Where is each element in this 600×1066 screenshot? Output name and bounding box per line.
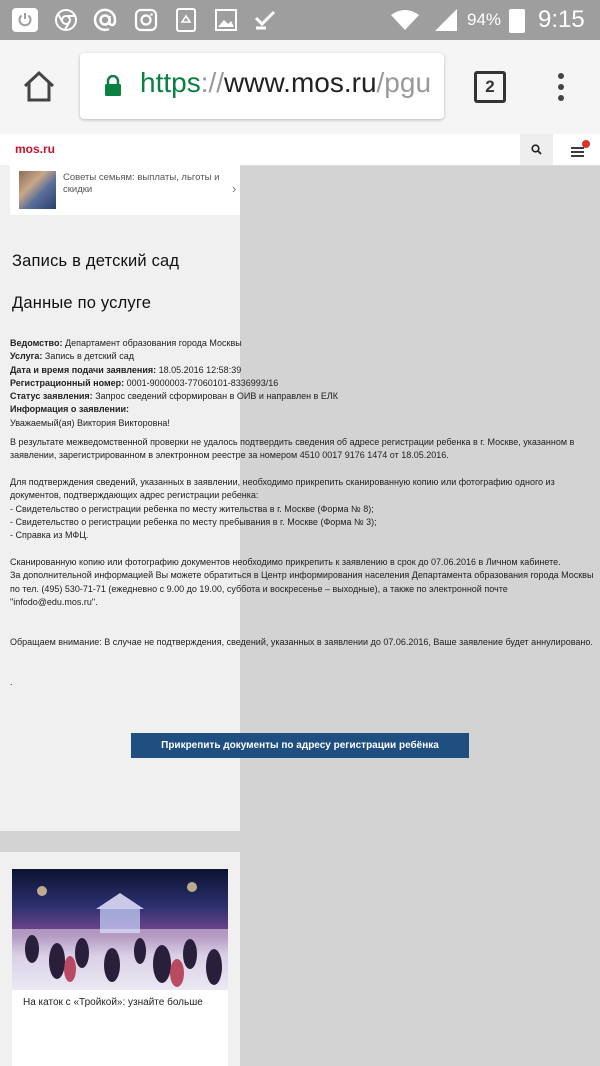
site-header: [0, 134, 600, 166]
page-title: Запись в детский сад: [12, 252, 180, 270]
address-bar[interactable]: [80, 53, 444, 119]
clock: 9:15: [538, 6, 585, 33]
section-title: Данные по услуге: [12, 294, 152, 312]
power-icon: [12, 8, 38, 32]
message-paragraph-3: Сканированную копию или фотографию документов необходимо прикрепить к заявлению в срок до 07.06.2016 в Личном кабинете. За дополнительной информацией Вы можете обратиться в Центр информирования населения Департамента образования города Москвы по тел. (495) 530-71-71 (ежедневно с 9.00 до 19.00, суббота и воскресенье – выходные), а также по электронной почте "infodo@edu.mos.ru".: [10, 557, 594, 607]
detail-status: Статус заявления: Запрос сведений сформирован в ОИВ и направлен в ЕЛК: [10, 391, 338, 402]
signal-icon: [432, 8, 460, 32]
promo-text: Советы семьям: выплаты, льготы и скидки: [63, 172, 220, 195]
promo-banner[interactable]: [10, 165, 240, 215]
chevron-right-icon: ›: [232, 181, 237, 196]
message-paragraph-2: Для подтверждения сведений, указанных в заявлении, необходимо прикрепить сканированную копию или фотографию одного из документов, подтверждающих адрес регистрации ребенка: - Свидетельство о регистрации ребенка по месту жительства в г. Москве (Форма № 8); - Свидетельство о регистрации ребенка по месту пребывания в г. Москве (Форма № 3); - Справка из МФЦ.: [10, 477, 555, 541]
promo-thumbnail: [19, 171, 56, 209]
detail-greeting: Уважаемый(ая) Виктория Викторовна!: [10, 417, 170, 428]
tab-switcher-button[interactable]: 2: [474, 71, 506, 103]
service-details: [10, 337, 595, 430]
url-separator: ://: [200, 67, 225, 98]
url-text: [140, 67, 431, 99]
chrome-icon: [53, 8, 79, 32]
detail-date: Дата и время подачи заявления: 18.05.2016 12:58:39: [10, 364, 242, 375]
url-host: www.mos.ru: [224, 67, 377, 98]
search-icon: [531, 144, 542, 155]
gallery-icon: [213, 8, 239, 32]
at-icon: [92, 8, 118, 32]
home-icon[interactable]: [22, 70, 56, 107]
hamburger-icon: [563, 139, 593, 163]
recycle-icon: [173, 8, 199, 32]
message-dot: .: [10, 677, 13, 687]
browser-toolbar: [0, 40, 600, 134]
overflow-menu-icon[interactable]: [557, 72, 565, 107]
site-logo[interactable]: mos.ru: [15, 142, 56, 156]
check-app-icon: [252, 8, 278, 32]
instagram-icon: [133, 8, 159, 32]
message-paragraph-1: В результате межведомственной проверки не удалось подтвердить сведения об адресе регистрации ребенка в г. Москве, указанном в заявлении, зарегистрированном в электронном реестре за номером 4510 0017 9176 1474 от 18.05.2016.: [10, 437, 575, 461]
message-paragraph-4: Обращаем внимание: В случае не подтверждения, сведений, указанных в заявлении до 07.06.2016, Ваше заявление будет аннулировано.: [10, 637, 593, 647]
menu-button[interactable]: [563, 139, 593, 163]
detail-department: Ведомство: Департамент образования города Москвы: [10, 338, 242, 348]
url-scheme: https: [140, 67, 201, 98]
status-bar: [0, 0, 600, 40]
url-path: /pgu: [376, 67, 432, 98]
attach-documents-button[interactable]: Прикрепить документы по адресу регистрации ребёнка: [131, 733, 469, 758]
detail-service: Услуга: Запись в детский сад: [10, 351, 134, 362]
detail-info-label: Информация о заявлении:: [10, 404, 130, 415]
lock-icon: [104, 75, 122, 102]
battery-icon: [509, 9, 525, 33]
search-button[interactable]: [520, 134, 553, 165]
detail-reg-number: Регистрационный номер: 0001-9000003-77060101-8336993/16: [10, 377, 279, 388]
wifi-icon: [390, 8, 420, 32]
battery-percent: 94%: [467, 10, 502, 29]
news-card-image[interactable]: [12, 869, 228, 990]
news-card-title: На каток с «Тройкой»: узнайте больше: [23, 997, 203, 1008]
